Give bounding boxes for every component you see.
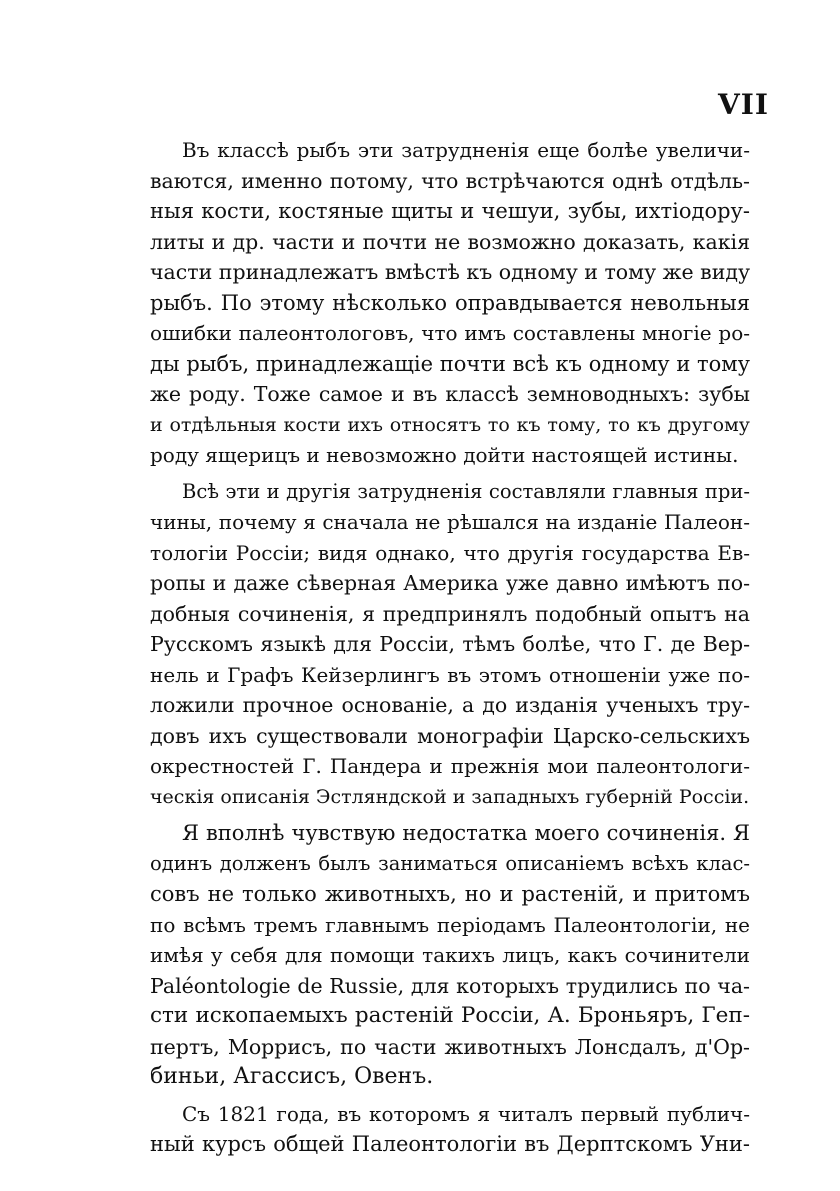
text-line: ропы и даже сѣверная Америка уже давно имѣютъ по- [150, 571, 750, 595]
paragraph-3 [150, 818, 750, 1093]
text-line: ныя кости, костяные щиты и чешуи, зубы, ихтіодору- [150, 199, 750, 223]
text-line: тологіи Россіи; видя однако, что другія государства Ев- [150, 540, 750, 565]
text-line: нель и Графъ Кейзерлингъ въ этомъ отношеніи уже по- [150, 662, 750, 687]
text-line: имѣя у себя для помощи такихъ лицъ, какъ сочинители [150, 943, 750, 967]
text-line: пертъ, Моррисъ, по части животныхъ Лонсдалъ, д'Ор- [150, 1034, 750, 1059]
text-line: Я вполнѣ чувствую недостатка моего сочиненія. Я [182, 821, 750, 845]
text-line: Paléontologie de Russie, для которыхъ трудились по ча- [150, 973, 750, 998]
text-line: ды рыбъ, принадлежащіе почти всѣ къ одному и тому [150, 351, 750, 376]
text-line: добныя сочиненія, я предпринялъ подобный опытъ на [150, 601, 750, 626]
text-line: ошибки палеонтологовъ, что имъ составлены многіе ро- [150, 321, 750, 345]
text-line: довъ ихъ существовали монографіи Царско-сельскихъ [150, 723, 750, 748]
text-line: же роду. Тоже самое и въ классѣ земноводныхъ: зубы [150, 382, 750, 406]
text-line: Русскомъ языкѣ для Россіи, тѣмъ болѣе, что Г. де Вер- [150, 632, 750, 656]
page-number: VII [718, 88, 769, 121]
text-line: совъ не только животныхъ, но и растеній, и притомъ [150, 882, 750, 906]
text-line: ваются, именно потому, что встрѣчаются однѣ отдѣль- [150, 168, 750, 193]
paragraph-4 [150, 1099, 750, 1160]
text-line: биньи, Агассисъ, Овенъ. [150, 1064, 434, 1089]
text-line: и отдѣльныя кости ихъ относятъ то къ тому, то къ другому [150, 413, 750, 436]
text-line: ложили прочное основаніе, а до изданія ученыхъ тру- [150, 693, 750, 717]
text-line: части принадлежатъ вмѣстѣ къ одному и тому же виду [150, 260, 751, 284]
text-line: Въ классѣ рыбъ эти затрудненія еще болѣе увеличи- [182, 138, 750, 162]
text-line: одинъ долженъ былъ заниматься описаніемъ всѣхъ клас- [150, 851, 750, 875]
body-text [150, 135, 750, 1160]
text-line: литы и др. части и почти не возможно доказать, какія [150, 229, 750, 254]
text-line: чины, почему я сначала не рѣшался на изданіе Палеон- [150, 510, 750, 534]
text-line: ческія описанія Эстляндской и западныхъ губерній Россіи. [150, 785, 750, 808]
text-line: рыбъ. По этому нѣсколько оправдывается невольныя [150, 290, 750, 315]
paragraph-1 [150, 135, 750, 471]
text-line: окрестностей Г. Пандера и прежнія мои палеонтологи- [150, 754, 750, 778]
text-line: по всѣмъ тремъ главнымъ періодамъ Палеонтологіи, не [150, 912, 750, 937]
text-line: Всѣ эти и другія затрудненія составляли главныя при- [182, 479, 750, 503]
text-line: роду ящерицъ и невозможно дойти настоящей истины. [150, 443, 739, 467]
paragraph-2 [150, 477, 750, 813]
text-line: Съ 1821 года, въ которомъ я читалъ первый публич- [182, 1101, 750, 1126]
text-line: сти ископаемыхъ растеній Россіи, А. Броньяръ, Геп- [150, 1003, 750, 1028]
text-line: ный курсъ общей Палеонтологіи въ Дерптскомъ Уни- [150, 1132, 750, 1156]
